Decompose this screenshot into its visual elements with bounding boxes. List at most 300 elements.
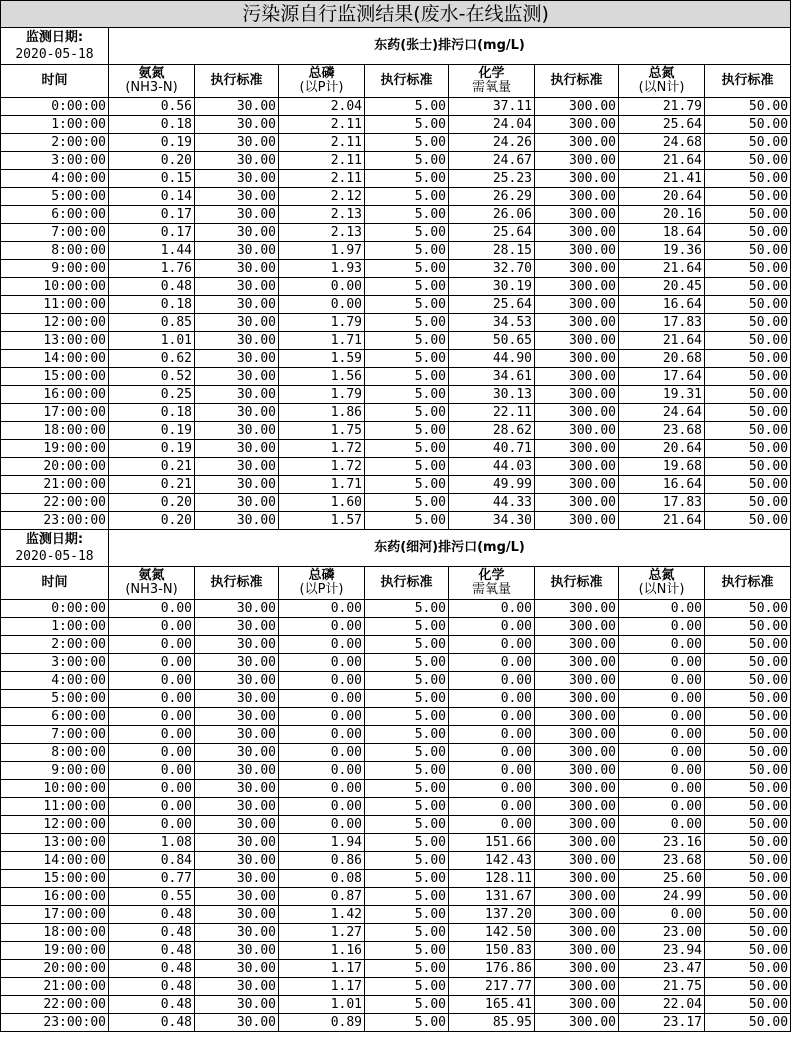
value-cell: 300.00 bbox=[535, 708, 619, 726]
value-cell: 1.57 bbox=[279, 512, 365, 530]
value-cell: 30.00 bbox=[195, 332, 279, 350]
column-header bbox=[109, 65, 195, 98]
value-cell: 300.00 bbox=[535, 134, 619, 152]
column-header bbox=[449, 567, 535, 600]
value-cell: 50.00 bbox=[705, 798, 791, 816]
value-cell: 30.00 bbox=[195, 512, 279, 530]
value-cell: 50.00 bbox=[705, 600, 791, 618]
value-cell: 34.61 bbox=[449, 368, 535, 386]
value-cell: 22.11 bbox=[449, 404, 535, 422]
value-cell: 300.00 bbox=[535, 672, 619, 690]
value-cell: 0.00 bbox=[279, 816, 365, 834]
value-cell: 0.56 bbox=[109, 98, 195, 116]
value-cell: 1.94 bbox=[279, 834, 365, 852]
value-cell: 300.00 bbox=[535, 942, 619, 960]
value-cell: 5.00 bbox=[365, 600, 449, 618]
value-cell: 44.33 bbox=[449, 494, 535, 512]
table-row bbox=[1, 278, 791, 296]
value-cell: 30.00 bbox=[195, 888, 279, 906]
value-cell: 30.00 bbox=[195, 224, 279, 242]
table-row bbox=[1, 888, 791, 906]
value-cell: 1.72 bbox=[279, 458, 365, 476]
value-cell: 1.01 bbox=[279, 996, 365, 1014]
value-cell: 300.00 bbox=[535, 888, 619, 906]
value-cell: 5.00 bbox=[365, 512, 449, 530]
value-cell: 0.00 bbox=[109, 726, 195, 744]
table-row bbox=[1, 206, 791, 224]
value-cell: 0.17 bbox=[109, 224, 195, 242]
column-header-line1: 化学 bbox=[478, 66, 505, 81]
monitoring-date-value: 2020-05-18 bbox=[15, 549, 94, 564]
value-cell: 1.27 bbox=[279, 924, 365, 942]
value-cell: 5.00 bbox=[365, 654, 449, 672]
value-cell: 22.04 bbox=[619, 996, 705, 1014]
value-cell: 50.00 bbox=[705, 1014, 791, 1032]
value-cell: 30.00 bbox=[195, 960, 279, 978]
table-row bbox=[1, 744, 791, 762]
time-cell: 7:00:00 bbox=[1, 224, 109, 242]
table-row bbox=[1, 368, 791, 386]
value-cell: 30.00 bbox=[195, 152, 279, 170]
value-cell: 1.93 bbox=[279, 260, 365, 278]
value-cell: 30.00 bbox=[195, 134, 279, 152]
value-cell: 30.00 bbox=[195, 440, 279, 458]
time-cell: 8:00:00 bbox=[1, 242, 109, 260]
value-cell: 0.00 bbox=[279, 798, 365, 816]
value-cell: 0.00 bbox=[619, 618, 705, 636]
value-cell: 30.00 bbox=[195, 422, 279, 440]
value-cell: 300.00 bbox=[535, 870, 619, 888]
time-cell: 17:00:00 bbox=[1, 404, 109, 422]
table-row bbox=[1, 780, 791, 798]
value-cell: 5.00 bbox=[365, 170, 449, 188]
value-cell: 5.00 bbox=[365, 672, 449, 690]
value-cell: 50.00 bbox=[705, 386, 791, 404]
value-cell: 300.00 bbox=[535, 744, 619, 762]
value-cell: 0.48 bbox=[109, 1014, 195, 1032]
column-header-line1: 执行标准 bbox=[721, 73, 774, 88]
value-cell: 5.00 bbox=[365, 1014, 449, 1032]
value-cell: 0.00 bbox=[619, 906, 705, 924]
value-cell: 0.00 bbox=[109, 600, 195, 618]
time-cell: 3:00:00 bbox=[1, 654, 109, 672]
value-cell: 0.00 bbox=[449, 816, 535, 834]
value-cell: 50.00 bbox=[705, 440, 791, 458]
column-header-line2: 需氧量 bbox=[471, 582, 511, 597]
table-row bbox=[1, 314, 791, 332]
value-cell: 1.71 bbox=[279, 476, 365, 494]
value-cell: 30.00 bbox=[195, 494, 279, 512]
value-cell: 300.00 bbox=[535, 332, 619, 350]
column-header bbox=[279, 65, 365, 98]
value-cell: 0.87 bbox=[279, 888, 365, 906]
column-header-line1: 执行标准 bbox=[380, 73, 433, 88]
value-cell: 44.90 bbox=[449, 350, 535, 368]
value-cell: 5.00 bbox=[365, 224, 449, 242]
column-header-line1: 时间 bbox=[41, 73, 68, 88]
value-cell: 5.00 bbox=[365, 98, 449, 116]
value-cell: 23.00 bbox=[619, 924, 705, 942]
time-cell: 1:00:00 bbox=[1, 618, 109, 636]
value-cell: 50.00 bbox=[705, 618, 791, 636]
value-cell: 300.00 bbox=[535, 726, 619, 744]
value-cell: 21.64 bbox=[619, 260, 705, 278]
value-cell: 300.00 bbox=[535, 924, 619, 942]
value-cell: 23.68 bbox=[619, 422, 705, 440]
value-cell: 28.15 bbox=[449, 242, 535, 260]
column-header-line2: (以N计) bbox=[638, 80, 685, 95]
value-cell: 5.00 bbox=[365, 386, 449, 404]
column-header-line1: 化学 bbox=[478, 568, 505, 583]
table-row bbox=[1, 618, 791, 636]
value-cell: 50.00 bbox=[705, 404, 791, 422]
value-cell: 24.99 bbox=[619, 888, 705, 906]
value-cell: 50.00 bbox=[705, 152, 791, 170]
value-cell: 30.00 bbox=[195, 690, 279, 708]
value-cell: 50.00 bbox=[705, 978, 791, 996]
value-cell: 5.00 bbox=[365, 924, 449, 942]
value-cell: 5.00 bbox=[365, 278, 449, 296]
title-row bbox=[1, 1, 791, 28]
table-row bbox=[1, 600, 791, 618]
value-cell: 30.00 bbox=[195, 476, 279, 494]
section-header-row bbox=[1, 530, 791, 567]
value-cell: 300.00 bbox=[535, 440, 619, 458]
value-cell: 300.00 bbox=[535, 422, 619, 440]
value-cell: 24.64 bbox=[619, 404, 705, 422]
value-cell: 50.00 bbox=[705, 278, 791, 296]
value-cell: 30.00 bbox=[195, 278, 279, 296]
value-cell: 5.00 bbox=[365, 726, 449, 744]
value-cell: 0.48 bbox=[109, 996, 195, 1014]
value-cell: 0.00 bbox=[109, 654, 195, 672]
value-cell: 0.00 bbox=[619, 636, 705, 654]
table-row bbox=[1, 476, 791, 494]
value-cell: 50.00 bbox=[705, 744, 791, 762]
time-cell: 19:00:00 bbox=[1, 440, 109, 458]
table-row bbox=[1, 440, 791, 458]
value-cell: 5.00 bbox=[365, 350, 449, 368]
table-row bbox=[1, 960, 791, 978]
value-cell: 0.00 bbox=[279, 636, 365, 654]
time-cell: 2:00:00 bbox=[1, 636, 109, 654]
table-row bbox=[1, 672, 791, 690]
value-cell: 300.00 bbox=[535, 512, 619, 530]
column-header-line1: 氨氮 bbox=[138, 66, 165, 81]
value-cell: 30.00 bbox=[195, 870, 279, 888]
value-cell: 300.00 bbox=[535, 762, 619, 780]
value-cell: 0.00 bbox=[449, 798, 535, 816]
value-cell: 0.00 bbox=[619, 690, 705, 708]
table-row bbox=[1, 224, 791, 242]
value-cell: 50.00 bbox=[705, 690, 791, 708]
value-cell: 300.00 bbox=[535, 116, 619, 134]
value-cell: 5.00 bbox=[365, 242, 449, 260]
value-cell: 0.00 bbox=[279, 600, 365, 618]
value-cell: 5.00 bbox=[365, 942, 449, 960]
value-cell: 0.00 bbox=[619, 708, 705, 726]
value-cell: 50.00 bbox=[705, 888, 791, 906]
table-row bbox=[1, 798, 791, 816]
value-cell: 0.48 bbox=[109, 906, 195, 924]
value-cell: 0.85 bbox=[109, 314, 195, 332]
value-cell: 16.64 bbox=[619, 476, 705, 494]
value-cell: 50.00 bbox=[705, 476, 791, 494]
value-cell: 50.00 bbox=[705, 996, 791, 1014]
value-cell: 30.00 bbox=[195, 350, 279, 368]
value-cell: 0.00 bbox=[619, 798, 705, 816]
value-cell: 300.00 bbox=[535, 206, 619, 224]
column-header bbox=[195, 65, 279, 98]
value-cell: 0.00 bbox=[279, 618, 365, 636]
table-row bbox=[1, 512, 791, 530]
table-row bbox=[1, 188, 791, 206]
value-cell: 5.00 bbox=[365, 332, 449, 350]
value-cell: 0.15 bbox=[109, 170, 195, 188]
value-cell: 23.47 bbox=[619, 960, 705, 978]
value-cell: 50.00 bbox=[705, 206, 791, 224]
value-cell: 50.00 bbox=[705, 672, 791, 690]
value-cell: 20.45 bbox=[619, 278, 705, 296]
value-cell: 26.29 bbox=[449, 188, 535, 206]
value-cell: 2.12 bbox=[279, 188, 365, 206]
value-cell: 21.41 bbox=[619, 170, 705, 188]
value-cell: 300.00 bbox=[535, 242, 619, 260]
value-cell: 0.48 bbox=[109, 960, 195, 978]
value-cell: 1.97 bbox=[279, 242, 365, 260]
value-cell: 30.00 bbox=[195, 672, 279, 690]
value-cell: 30.00 bbox=[195, 762, 279, 780]
value-cell: 30.00 bbox=[195, 744, 279, 762]
table-row bbox=[1, 98, 791, 116]
value-cell: 37.11 bbox=[449, 98, 535, 116]
time-cell: 7:00:00 bbox=[1, 726, 109, 744]
column-header-line1: 执行标准 bbox=[550, 575, 603, 590]
value-cell: 23.94 bbox=[619, 942, 705, 960]
value-cell: 0.00 bbox=[449, 762, 535, 780]
value-cell: 50.00 bbox=[705, 870, 791, 888]
value-cell: 30.00 bbox=[195, 458, 279, 476]
value-cell: 0.55 bbox=[109, 888, 195, 906]
table-row bbox=[1, 404, 791, 422]
column-header-line2: (以P计) bbox=[299, 582, 344, 597]
time-cell: 0:00:00 bbox=[1, 98, 109, 116]
value-cell: 5.00 bbox=[365, 368, 449, 386]
value-cell: 30.00 bbox=[195, 170, 279, 188]
value-cell: 30.00 bbox=[195, 816, 279, 834]
value-cell: 1.71 bbox=[279, 332, 365, 350]
time-cell: 17:00:00 bbox=[1, 906, 109, 924]
value-cell: 128.11 bbox=[449, 870, 535, 888]
column-header-line1: 氨氮 bbox=[138, 568, 165, 583]
value-cell: 5.00 bbox=[365, 476, 449, 494]
value-cell: 30.00 bbox=[195, 1014, 279, 1032]
value-cell: 30.00 bbox=[195, 296, 279, 314]
value-cell: 1.56 bbox=[279, 368, 365, 386]
value-cell: 2.11 bbox=[279, 134, 365, 152]
value-cell: 0.00 bbox=[279, 278, 365, 296]
value-cell: 50.00 bbox=[705, 368, 791, 386]
time-cell: 0:00:00 bbox=[1, 600, 109, 618]
value-cell: 0.18 bbox=[109, 404, 195, 422]
time-cell: 10:00:00 bbox=[1, 780, 109, 798]
value-cell: 0.19 bbox=[109, 134, 195, 152]
time-cell: 9:00:00 bbox=[1, 762, 109, 780]
value-cell: 32.70 bbox=[449, 260, 535, 278]
value-cell: 300.00 bbox=[535, 260, 619, 278]
value-cell: 0.00 bbox=[109, 816, 195, 834]
value-cell: 1.16 bbox=[279, 942, 365, 960]
value-cell: 176.86 bbox=[449, 960, 535, 978]
value-cell: 300.00 bbox=[535, 834, 619, 852]
value-cell: 30.00 bbox=[195, 386, 279, 404]
value-cell: 5.00 bbox=[365, 906, 449, 924]
value-cell: 50.00 bbox=[705, 188, 791, 206]
value-cell: 30.00 bbox=[195, 726, 279, 744]
value-cell: 0.21 bbox=[109, 476, 195, 494]
table-row bbox=[1, 690, 791, 708]
time-cell: 20:00:00 bbox=[1, 458, 109, 476]
column-header-line1: 总氮 bbox=[648, 568, 675, 583]
table-row bbox=[1, 422, 791, 440]
value-cell: 20.64 bbox=[619, 440, 705, 458]
value-cell: 5.00 bbox=[365, 996, 449, 1014]
value-cell: 0.77 bbox=[109, 870, 195, 888]
value-cell: 50.00 bbox=[705, 332, 791, 350]
value-cell: 0.00 bbox=[109, 672, 195, 690]
value-cell: 17.64 bbox=[619, 368, 705, 386]
time-cell: 18:00:00 bbox=[1, 422, 109, 440]
value-cell: 25.64 bbox=[449, 296, 535, 314]
value-cell: 18.64 bbox=[619, 224, 705, 242]
time-cell: 11:00:00 bbox=[1, 296, 109, 314]
value-cell: 0.84 bbox=[109, 852, 195, 870]
value-cell: 5.00 bbox=[365, 116, 449, 134]
value-cell: 5.00 bbox=[365, 636, 449, 654]
value-cell: 5.00 bbox=[365, 458, 449, 476]
value-cell: 0.00 bbox=[109, 690, 195, 708]
value-cell: 50.00 bbox=[705, 296, 791, 314]
value-cell: 2.11 bbox=[279, 116, 365, 134]
value-cell: 5.00 bbox=[365, 852, 449, 870]
value-cell: 1.76 bbox=[109, 260, 195, 278]
value-cell: 19.31 bbox=[619, 386, 705, 404]
value-cell: 50.00 bbox=[705, 260, 791, 278]
outlet-name: 东药(张士)排污口(mg/L) bbox=[109, 28, 791, 65]
table-row bbox=[1, 834, 791, 852]
value-cell: 0.52 bbox=[109, 368, 195, 386]
value-cell: 1.01 bbox=[109, 332, 195, 350]
value-cell: 21.64 bbox=[619, 152, 705, 170]
value-cell: 300.00 bbox=[535, 296, 619, 314]
column-header-line2: (NH3-N) bbox=[125, 582, 178, 597]
value-cell: 1.17 bbox=[279, 978, 365, 996]
value-cell: 1.59 bbox=[279, 350, 365, 368]
time-cell: 15:00:00 bbox=[1, 368, 109, 386]
monitoring-date-label: 监测日期: bbox=[25, 532, 84, 547]
value-cell: 0.00 bbox=[619, 600, 705, 618]
table-row bbox=[1, 242, 791, 260]
value-cell: 17.83 bbox=[619, 314, 705, 332]
value-cell: 16.64 bbox=[619, 296, 705, 314]
value-cell: 19.68 bbox=[619, 458, 705, 476]
value-cell: 25.64 bbox=[619, 116, 705, 134]
value-cell: 300.00 bbox=[535, 1014, 619, 1032]
value-cell: 5.00 bbox=[365, 798, 449, 816]
table-row bbox=[1, 134, 791, 152]
value-cell: 5.00 bbox=[365, 888, 449, 906]
value-cell: 151.66 bbox=[449, 834, 535, 852]
value-cell: 0.00 bbox=[619, 654, 705, 672]
value-cell: 25.60 bbox=[619, 870, 705, 888]
column-header bbox=[705, 65, 791, 98]
column-header-line2: (以P计) bbox=[299, 80, 344, 95]
time-cell: 13:00:00 bbox=[1, 834, 109, 852]
page-title: 污染源自行监测结果(废水-在线监测) bbox=[1, 1, 791, 28]
value-cell: 1.60 bbox=[279, 494, 365, 512]
value-cell: 0.00 bbox=[619, 762, 705, 780]
value-cell: 0.00 bbox=[279, 296, 365, 314]
column-header bbox=[365, 567, 449, 600]
value-cell: 0.48 bbox=[109, 278, 195, 296]
time-cell: 14:00:00 bbox=[1, 852, 109, 870]
column-header-line1: 执行标准 bbox=[210, 575, 263, 590]
table-row bbox=[1, 996, 791, 1014]
time-cell: 3:00:00 bbox=[1, 152, 109, 170]
value-cell: 30.00 bbox=[195, 834, 279, 852]
value-cell: 5.00 bbox=[365, 296, 449, 314]
value-cell: 5.00 bbox=[365, 618, 449, 636]
time-cell: 8:00:00 bbox=[1, 744, 109, 762]
time-cell: 2:00:00 bbox=[1, 134, 109, 152]
value-cell: 300.00 bbox=[535, 690, 619, 708]
column-header bbox=[195, 567, 279, 600]
value-cell: 30.00 bbox=[195, 404, 279, 422]
value-cell: 0.21 bbox=[109, 458, 195, 476]
value-cell: 0.00 bbox=[449, 636, 535, 654]
value-cell: 5.00 bbox=[365, 440, 449, 458]
column-header-line2: (NH3-N) bbox=[125, 80, 178, 95]
value-cell: 0.00 bbox=[449, 600, 535, 618]
value-cell: 5.00 bbox=[365, 404, 449, 422]
value-cell: 50.00 bbox=[705, 906, 791, 924]
time-cell: 14:00:00 bbox=[1, 350, 109, 368]
value-cell: 0.00 bbox=[619, 780, 705, 798]
table-row bbox=[1, 296, 791, 314]
value-cell: 17.83 bbox=[619, 494, 705, 512]
value-cell: 30.00 bbox=[195, 188, 279, 206]
value-cell: 50.00 bbox=[705, 458, 791, 476]
value-cell: 300.00 bbox=[535, 780, 619, 798]
table-row bbox=[1, 726, 791, 744]
value-cell: 26.06 bbox=[449, 206, 535, 224]
value-cell: 217.77 bbox=[449, 978, 535, 996]
value-cell: 23.16 bbox=[619, 834, 705, 852]
column-header bbox=[705, 567, 791, 600]
value-cell: 300.00 bbox=[535, 636, 619, 654]
value-cell: 0.00 bbox=[109, 636, 195, 654]
value-cell: 0.00 bbox=[279, 690, 365, 708]
value-cell: 2.11 bbox=[279, 152, 365, 170]
value-cell: 0.00 bbox=[279, 780, 365, 798]
value-cell: 5.00 bbox=[365, 260, 449, 278]
value-cell: 2.13 bbox=[279, 224, 365, 242]
value-cell: 50.00 bbox=[705, 134, 791, 152]
value-cell: 0.25 bbox=[109, 386, 195, 404]
value-cell: 34.30 bbox=[449, 512, 535, 530]
value-cell: 50.00 bbox=[705, 350, 791, 368]
value-cell: 50.00 bbox=[705, 762, 791, 780]
